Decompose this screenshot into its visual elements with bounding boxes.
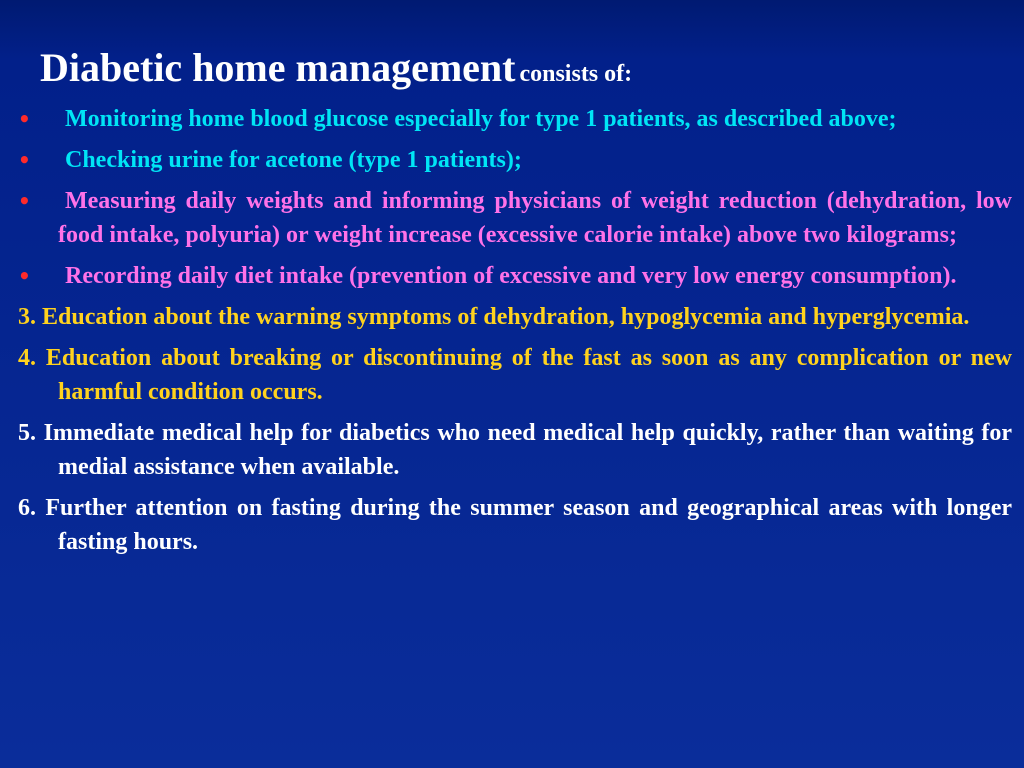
bullet-icon: • — [18, 107, 31, 131]
bullet-icon: • — [18, 264, 31, 288]
numbered-text: 5. Immediate medical help for diabetics who need medical help quickly, rather than waiting for medial assistance when available. — [18, 420, 1012, 480]
numbered-item — [18, 341, 1012, 409]
bullet-item — [18, 184, 1012, 252]
numbered-item — [18, 300, 1012, 334]
bullet-text: Checking urine for acetone (type 1 patients); — [65, 147, 522, 173]
numbered-item — [18, 491, 1012, 559]
bullet-icon: • — [18, 148, 31, 172]
content-list — [18, 102, 1012, 566]
title-sub: consists of: — [519, 61, 633, 87]
bullet-item — [18, 102, 1012, 136]
bullet-text: Monitoring home blood glucose especially for type 1 patients, as described above; — [65, 106, 897, 132]
bullet-text: Recording daily diet intake (prevention of excessive and very low energy consumption). — [65, 263, 957, 289]
title-main: Diabetic home management — [40, 45, 516, 90]
numbered-text: 3. Education about the warning symptoms of dehydration, hypoglycemia and hyperglycemia. — [18, 304, 970, 330]
bullet-item — [18, 143, 1012, 177]
slide-title — [40, 44, 632, 91]
numbered-text: 6. Further attention on fasting during the summer season and geographical areas with longer fasting hours. — [18, 495, 1012, 555]
bullet-text: Measuring daily weights and informing physicians of weight reduction (dehydration, low food intake, polyuria) or weight increase (excessive calorie intake) above two kilograms; — [58, 188, 1012, 248]
bullet-item — [18, 259, 1012, 293]
numbered-item — [18, 416, 1012, 484]
numbered-text: 4. Education about breaking or discontinuing of the fast as soon as any complication or new harmful condition occurs. — [18, 345, 1012, 405]
bullet-icon: • — [18, 189, 31, 213]
